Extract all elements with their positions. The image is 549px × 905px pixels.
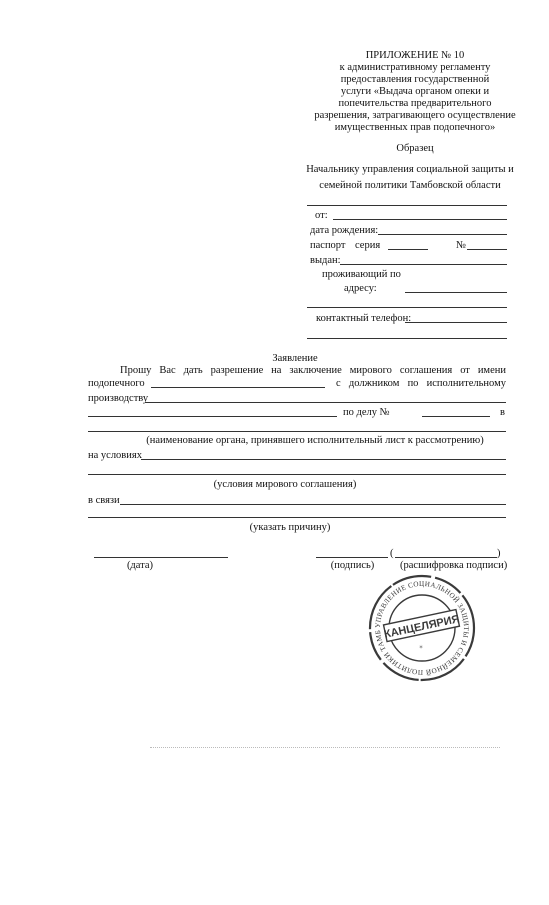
- address-label-text: адресу:: [344, 283, 377, 294]
- close-paren: ): [497, 548, 501, 559]
- from-field[interactable]: [333, 219, 507, 220]
- appendix-title: ПРИЛОЖЕНИЕ № 10: [365, 50, 465, 61]
- signature-field[interactable]: [316, 557, 388, 558]
- header-line: предоставления государственной: [340, 74, 490, 85]
- debtor-text: [336, 378, 506, 390]
- word: Вас: [159, 365, 176, 376]
- case-number-field[interactable]: [422, 416, 490, 417]
- word: имени: [477, 365, 506, 376]
- address-field-2[interactable]: [307, 307, 507, 308]
- passport-series-field[interactable]: [388, 249, 428, 250]
- scan-artifact-line: [150, 747, 500, 748]
- header-line: имущественных прав подопечного»: [334, 122, 496, 133]
- phone-field[interactable]: [405, 322, 507, 323]
- addressee-line: Начальнику управления социальной защиты и: [306, 164, 514, 175]
- header-line: попечительства предварительного: [338, 98, 492, 109]
- date-field[interactable]: [94, 557, 228, 558]
- word: заключение: [289, 365, 342, 376]
- issued-label: выдан:: [310, 255, 341, 266]
- header-line: к административному регламенту: [339, 62, 491, 73]
- reason-field[interactable]: [120, 504, 506, 505]
- blank-line[interactable]: [307, 205, 507, 206]
- sample-label: Образец: [396, 143, 434, 154]
- statement-title: Заявление: [272, 353, 318, 364]
- word: от: [460, 365, 470, 376]
- phone-label: контактный телефон:: [316, 313, 412, 324]
- residing-label: проживающий по: [322, 269, 401, 280]
- authority-field[interactable]: [88, 431, 506, 432]
- stamp-image: [367, 573, 477, 683]
- statement-line-1: [120, 365, 506, 377]
- header-line: разрешения, затрагивающего осуществление: [314, 110, 516, 121]
- signature-label: (подпись): [330, 560, 375, 571]
- authority-hint: (наименование органа, принявшего исполнительный лист к рассмотрению): [146, 435, 484, 446]
- proceeding-field-2[interactable]: [88, 416, 337, 417]
- stamp-ring-text: УПРАВЛЕНИЕ СОЦИАЛЬНОЙ ЗАЩИТЫ И СЕМЕЙНОЙ ПОЛИТИКИ ТАМБ: [373, 579, 471, 677]
- number-sign: №: [456, 240, 467, 251]
- birth-date-label: дата рождения:: [310, 225, 379, 236]
- ward-name-field[interactable]: [151, 387, 325, 388]
- date-label: (дата): [126, 560, 154, 571]
- issued-field[interactable]: [340, 264, 507, 265]
- word: дать: [183, 365, 203, 376]
- proceeding-label: производству: [88, 393, 149, 404]
- word: разрешение: [210, 365, 264, 376]
- word: с: [336, 378, 341, 389]
- word: Прошу: [120, 365, 152, 376]
- birth-date-field[interactable]: [378, 234, 507, 235]
- case-number-label: по делу №: [343, 407, 390, 418]
- word: по: [407, 378, 419, 389]
- terms-label: на условиях: [88, 450, 142, 461]
- terms-field-2[interactable]: [88, 474, 506, 475]
- passport-number-field[interactable]: [467, 249, 507, 250]
- terms-hint: (условия мирового соглашения): [213, 479, 357, 490]
- from-label: от:: [315, 210, 328, 221]
- ward-label: подопечного: [88, 378, 145, 389]
- address-field[interactable]: [405, 292, 507, 293]
- office-stamp: [367, 573, 477, 683]
- word: исполнительному: [426, 378, 506, 389]
- header-line: услуги «Выдача органом опеки и: [340, 86, 490, 97]
- open-paren: (: [390, 548, 394, 559]
- reason-field-2[interactable]: [88, 517, 506, 518]
- addressee-line: семейной политики Тамбовской области: [319, 180, 501, 191]
- word: мирового: [349, 365, 392, 376]
- word: соглашения: [399, 365, 453, 376]
- proceeding-field[interactable]: [145, 402, 506, 403]
- svg-text:✶: ✶: [418, 645, 424, 651]
- stamp-main-text: КАНЦЕЛЯРИЯ: [383, 613, 461, 641]
- blank-line[interactable]: [307, 338, 507, 339]
- reason-hint: (указать причину): [249, 522, 331, 533]
- word: на: [271, 365, 282, 376]
- decode-label: (расшифровка подписи): [400, 560, 508, 571]
- reason-label: в связи: [88, 495, 120, 506]
- decode-field[interactable]: [395, 557, 497, 558]
- in-label: в: [500, 407, 505, 418]
- series-label: серия: [355, 240, 381, 251]
- terms-field[interactable]: [141, 459, 506, 460]
- passport-label: паспорт: [310, 240, 346, 251]
- word: должником: [348, 378, 400, 389]
